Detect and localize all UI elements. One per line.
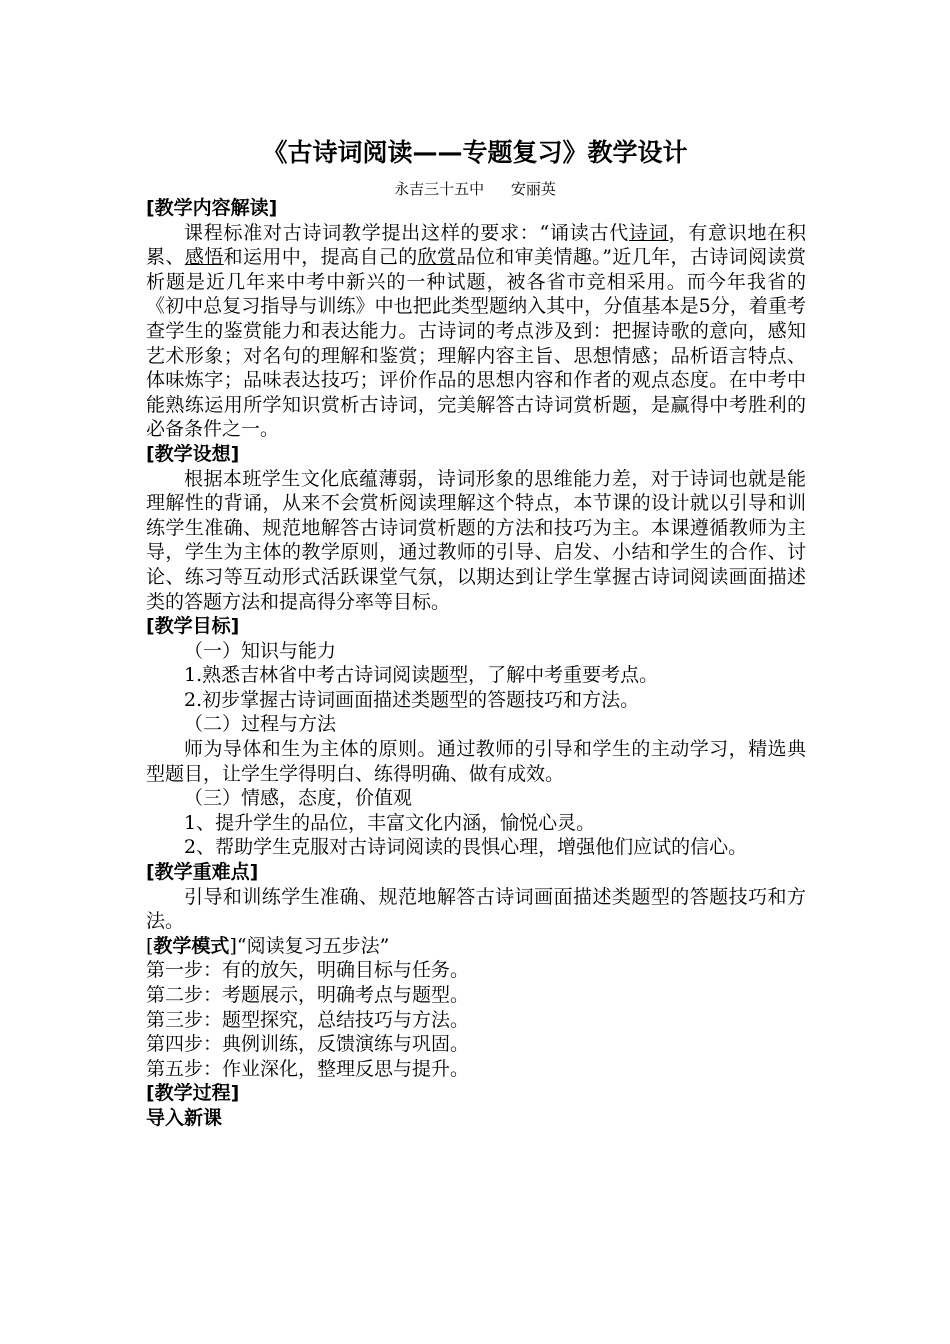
subsection-heading-intro: 导入新课 [146, 1106, 223, 1129]
author-name: 安丽英 [510, 180, 556, 198]
content-paragraph [146, 221, 806, 442]
document-title: 《古诗词阅读——专题复习》教学设计 [262, 138, 688, 167]
goal-subheading-3: （三）情感，态度，价值观 [184, 787, 413, 810]
goal-item: 1.熟悉吉林省中考古诗词阅读题型，了解中考重要考点。 [184, 664, 659, 687]
document-body [146, 196, 806, 1131]
step-item: 第五步：作业深化，整理反思与提升。 [146, 1057, 470, 1080]
section-heading-mode [146, 934, 806, 959]
mode-label: 教学模式 [153, 934, 230, 957]
step-item: 第二步：考题展示，明确考点与题型。 [146, 984, 470, 1006]
text-run: 和运用中，提高自己的 [223, 246, 418, 269]
step-item: 第一步：有的放矢，明确目标与任务。 [146, 959, 470, 982]
goal-item: 1、提升学生的品位，丰富文化内涵，愉悦心灵。 [184, 811, 596, 834]
underlined-text: 诗词 [628, 221, 669, 244]
section-heading-goal: [教学目标] [146, 615, 240, 638]
goal-item: 2、帮助学生克服对古诗词阅读的畏惧心理，增强他们应试的信心。 [184, 836, 748, 859]
goal-subheading-1: （一）知识与能力 [184, 639, 337, 662]
section-heading-process: [教学过程] [146, 1082, 240, 1105]
bracket: [ [146, 934, 154, 957]
key-paragraph: 引导和训练学生准确、规范地解答古诗词画面描述类题型的答题技巧和方法。 [146, 885, 806, 933]
underlined-text: 欣赏 [417, 246, 457, 269]
section-heading-content: [教学内容解读] [146, 197, 278, 219]
goal-paragraph: 师为导体和生为主体的原则。通过教师的引导和学生的主动学习，精选典型题目，让学生学得明白、练得明确、做有成效。 [146, 738, 806, 785]
text-run: 课程标准对古诗词教学提出这样的要求：“诵读古代 [184, 221, 629, 244]
text-run: ，有意识地在积累、 [146, 221, 806, 269]
author-school: 永吉三十五中 [394, 180, 485, 198]
goal-subheading-2: （二）过程与方法 [184, 713, 337, 736]
step-item: 第三步：题型探究，总结技巧与方法。 [146, 1008, 470, 1031]
goal-item: 2.初步掌握古诗词画面描述类题型的答题技巧和方法。 [184, 688, 640, 711]
section-heading-key: [教学重难点] [146, 861, 259, 884]
mode-title: ]“阅读复习五步法” [229, 934, 390, 957]
text-run: 品位和审美情趣。”近几年，古诗词阅读赏析题是近几年来中考中新兴的一种试题，被各省市竞相采用。而今年我省的《初中总复习指导与训练》中也把此类型题纳入其中，分值基本是5分，着重考查学生的鉴赏能力和表达能力。古诗词的考点涉及到：把握诗歌的意向，感知艺术形象；对名句的理解和鉴赏；理解内容主旨、思想情感；品析语言特点、体味炼字；品味表达技巧；评价作品的思想内容和作者的观点态度。在中考中能熟练运用所学知识赏析古诗词，完美解答古诗词赏析题，是赢得中考胜利的必备条件之一。 [146, 246, 806, 441]
step-item: 第四步：典例训练，反馈演练与巩固。 [146, 1033, 470, 1056]
section-heading-idea: [教学设想] [146, 442, 240, 465]
underlined-text: 感悟 [184, 246, 224, 269]
idea-paragraph: 根据本班学生文化底蕴薄弱，诗词形象的思维能力差，对于诗词也就是能理解性的背诵，从来不会赏析阅读理解这个特点，本节课的设计就以引导和训练学生准确、规范地解答古诗词赏析题的方法和技巧为主。本课遵循教师为主导，学生为主体的教学原则，通过教师的引导、启发、小结和学生的合作、讨论、练习等互动形式活跃课堂气氛，以期达到让学生掌握古诗词阅读画面描述类的答题方法和提高得分率等目标。 [146, 467, 806, 613]
